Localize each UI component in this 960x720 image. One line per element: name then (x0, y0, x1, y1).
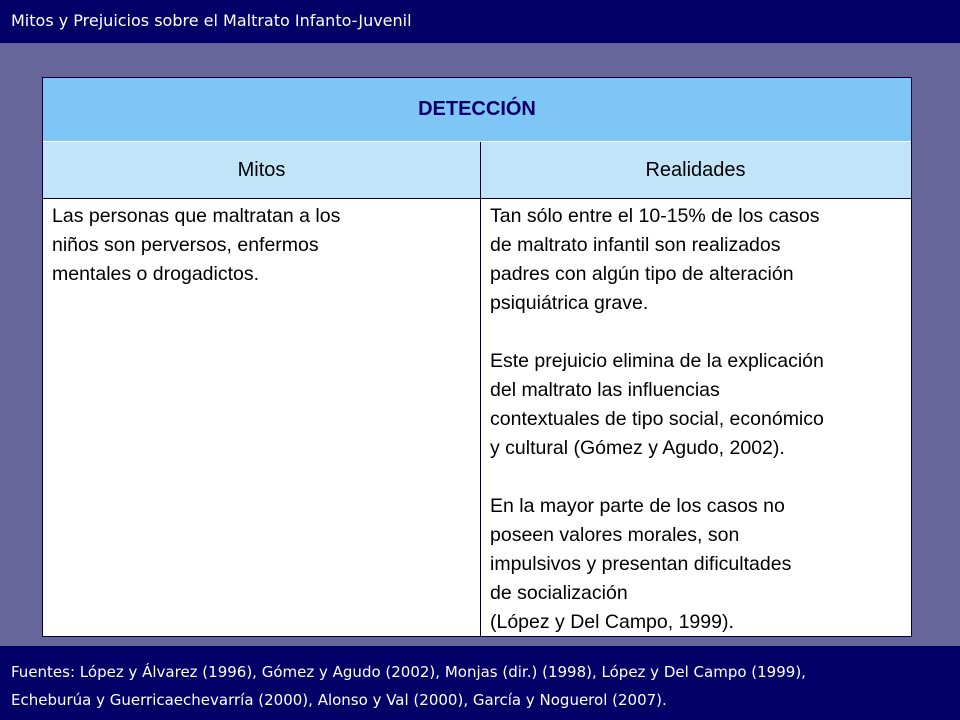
reality-line: de maltrato infantil son realizados (490, 234, 781, 256)
reality-paragraph (490, 202, 906, 318)
reality-line: (López y Del Campo, 1999). (490, 611, 734, 633)
table-title-row (43, 78, 911, 142)
myths-table (42, 77, 912, 637)
reality-line: poseen valores morales, son (490, 524, 740, 546)
reality-line: Tan sólo entre el 10-15% de los casos (490, 205, 820, 227)
reality-paragraph (490, 492, 906, 637)
reality-cell (490, 202, 906, 637)
reality-line: contextuales de tipo social, económico (490, 408, 824, 430)
reality-line: impulsivos y presentan dificultades (490, 553, 792, 575)
reality-line: Este prejuicio elimina de la explicación (490, 350, 824, 372)
column-header-myths: Mitos (237, 158, 286, 181)
reality-line: y cultural (Gómez y Agudo, 2002). (490, 437, 785, 459)
reality-line: de socialización (490, 582, 628, 604)
slide-header-bar (0, 0, 960, 43)
myth-line: mentales o drogadictos. (52, 263, 260, 285)
column-divider (480, 142, 481, 636)
sources-footer (0, 646, 960, 720)
myth-cell (52, 202, 472, 289)
reality-paragraph (490, 347, 906, 463)
myth-line: niños son perversos, enfermos (52, 234, 319, 256)
reality-line: del maltrato las influencias (490, 379, 720, 401)
reality-line: psiquiátrica grave. (490, 292, 649, 314)
myth-line: Las personas que maltratan a los (52, 205, 341, 227)
slide-title: Mitos y Prejuicios sobre el Maltrato Infanto-Juvenil (11, 11, 412, 30)
reality-line: padres con algún tipo de alteración (490, 263, 794, 285)
table-title: DETECCIÓN (418, 98, 536, 120)
table-header-row (43, 142, 911, 199)
column-header-realities: Realidades (645, 158, 746, 181)
sources-line: Echeburúa y Guerricaechevarría (2000), Alonso y Val (2000), García y Noguerol (2007). (11, 691, 667, 709)
sources-line: Fuentes: López y Álvarez (1996), Gómez y Agudo (2002), Monjas (dir.) (1998), López y Del Campo (1999), (11, 663, 806, 681)
reality-line: En la mayor parte de los casos no (490, 495, 785, 517)
